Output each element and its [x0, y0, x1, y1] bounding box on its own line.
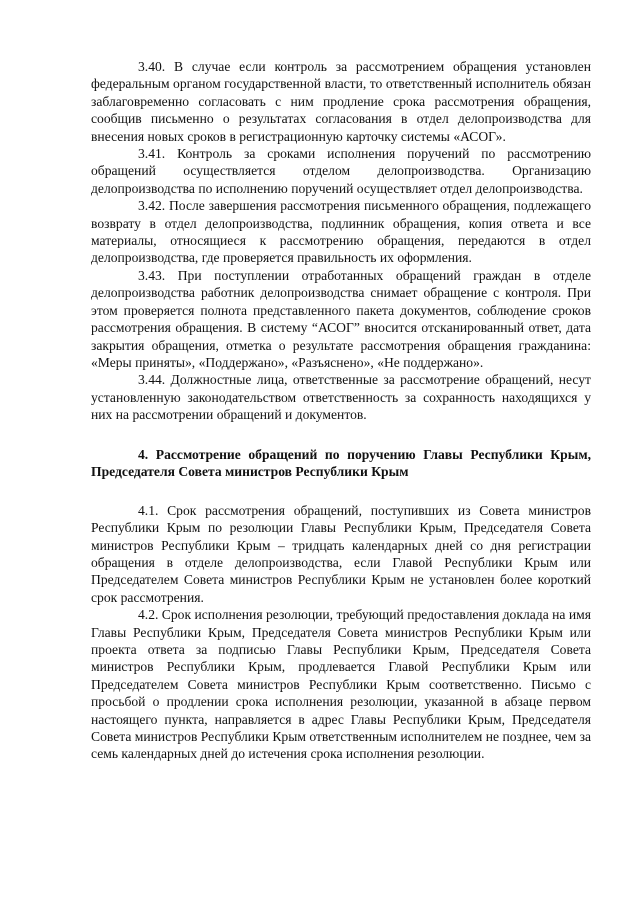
paragraph-3-43: 3.43. При поступлении отработанных обращений граждан в отделе делопроизводства работник делопроизводства снимает обращение с контроля. При этом проверяется полнота представленного пакета документов, соблюдение сроков рассмотрения обращения. В систему “АСОГ” вносится отсканированный ответ, дата закрытия обращения, отметка о результате рассмотрения обращения гражданина: «Меры приняты», «Поддержано», «Разъяснено», «Не поддержано».: [91, 267, 591, 370]
paragraph-3-42: 3.42. После завершения рассмотрения письменного обращения, подлежащего возврату в отдел делопроизводства, подлинник обращения, копия ответа и все материалы, относящиеся к рассмотрению обращения, передаются в отдел делопроизводства, где проверяется правильность их оформления.: [91, 198, 591, 266]
section-title: 4. Рассмотрение обращений по поручению Главы Республики Крым, Председателя Совета министров Республики Крым: [91, 446, 591, 480]
spacer: [91, 424, 591, 446]
paragraph-3-41: 3.41. Контроль за сроками исполнения поручений по рассмотрению обращений осуществляется отделом делопроизводства. Организацию делопроизводства по исполнению поручений осуществляет отдел делопроизводства.: [91, 146, 591, 196]
document-page: [91, 58, 591, 763]
paragraph-3-44: 3.44. Должностные лица, ответственные за рассмотрение обращений, несут установленную законодательством ответственность за сохранность находящихся у них на рассмотрении обращений и документов.: [91, 372, 591, 423]
paragraph-4-1: 4.1. Срок рассмотрения обращений, поступивших из Совета министров Республики Крым по резолюции Главы Республики Крым, Председателя Совета министров Республики Крым – тридцать календарных дней со дня регистрации обращения в отделе делопроизводства, если Главой Республики Крым или Председателем Совета министров Республики Крым не установлен более короткий срок рассмотрения.: [91, 502, 591, 605]
paragraph-4-2: 4.2. Срок исполнения резолюции, требующий предоставления доклада на имя Главы Республики Крым, Председателя Совета министров Республики Крым или проекта ответа за подписью Главы Республики Крым, Председателя Совета министров Республики Крым, продлевается Главой Республики Крым или Председателем Совета министров Республики Крым соответственно. Письмо с просьбой о продлении срока исполнения резолюции, указанной в абзаце первом настоящего пункта, направляется в адрес Главы Республики Крым, Председателя Совета министров Республики Крым ответственным исполнителем не позднее, чем за семь календарных дней до истечения срока исполнения резолюции.: [91, 607, 591, 762]
paragraph-3-40: 3.40. В случае если контроль за рассмотрением обращения установлен федеральным органом государственной власти, то ответственный исполнитель обязан заблаговременно согласовать с ним продление срока рассмотрения обращения, сообщив письменно о результатах согласования в отдел делопроизводства для внесения новых сроков в регистрационную карточку системы «АСОГ».: [91, 59, 591, 144]
spacer: [91, 481, 591, 502]
